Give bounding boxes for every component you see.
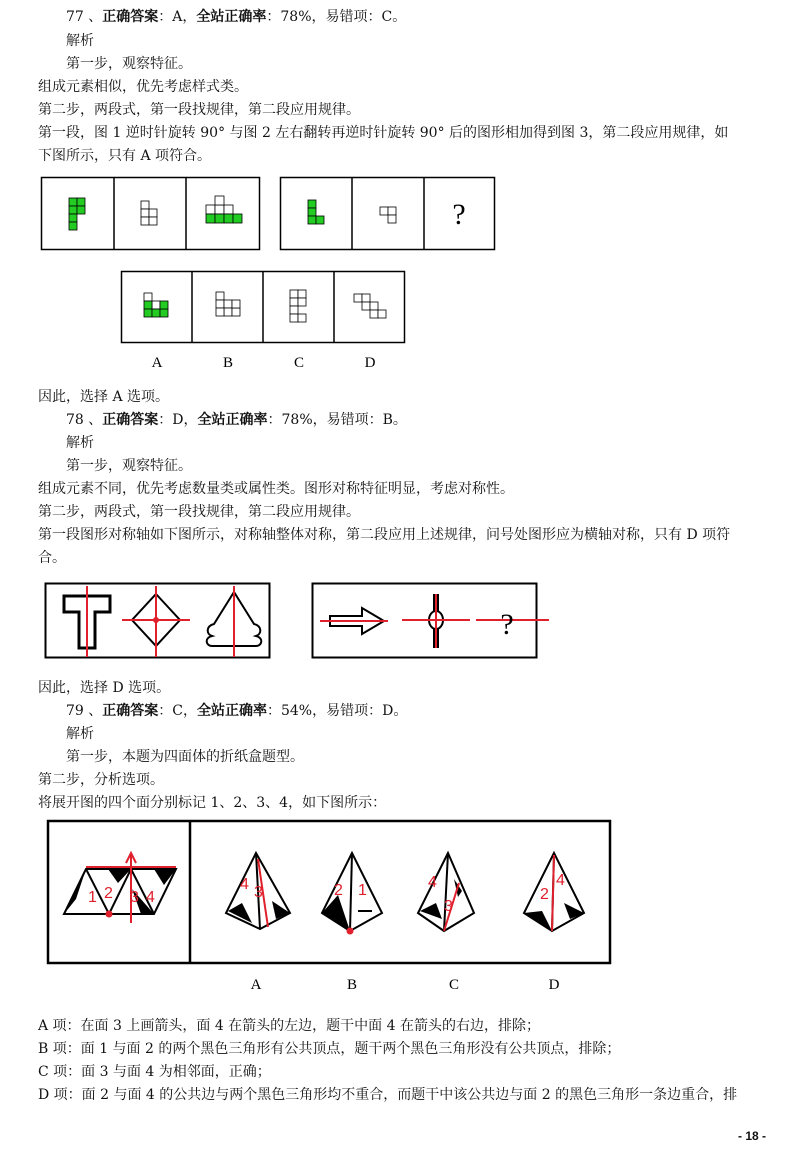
q77-options-figure <box>120 270 410 378</box>
q79-option-a-label: A <box>250 977 262 993</box>
q77-fig3-combined-shape <box>206 196 242 223</box>
q79-option-b-label: B <box>346 977 358 993</box>
q78-step1: 第一步，观察特征。 <box>66 458 192 474</box>
q77-conclusion: 因此，选择 A 选项。 <box>38 389 170 405</box>
q79-header: 79 、正确答案：C，全站正确率：54%，易错项：D。 <box>66 703 408 719</box>
q78-conclusion: 因此，选择 D 选项。 <box>38 680 171 696</box>
q77-option-b-shape <box>216 292 240 316</box>
q77-option-a-shape <box>144 293 168 317</box>
q77-question-mark: ? <box>452 198 466 231</box>
q77-step1: 第一步，观察特征。 <box>66 56 192 72</box>
q79-option-d-explanation: D 项：面 2 与面 4 的公共边与两个黑色三角形均不重合，而题干中该公共边与面 2 的黑色三角形一条边重合，排 <box>38 1087 738 1103</box>
q78-paragraph-3b: 合。 <box>38 550 66 566</box>
q77-paragraph-3a: 第一段，图 1 逆时针旋转 90° 与图 2 左右翻转再逆时针旋转 90° 后的图形相加得到图 3，第二段应用规律，如 <box>38 125 729 141</box>
q77-option-c-label: C <box>293 355 305 371</box>
q79-step1: 第一步，本题为四面体的折纸盒题型。 <box>66 749 304 765</box>
q77-option-c-shape <box>290 290 306 322</box>
q79-tetrahedron-figure <box>46 819 614 995</box>
q78-paragraph-3a: 第一段图形对称轴如下图所示，对称轴整体对称，第二段应用上述规律，问号处图形应为横轴对称，只有 D 项符 <box>38 527 731 543</box>
option-d-tetrahedron <box>524 853 584 931</box>
q77-fig2-outline-shape <box>141 201 157 225</box>
svg-text:4: 4 <box>240 876 249 893</box>
q77-paragraph-1: 组成元素相似，优先考虑样式类。 <box>38 79 248 95</box>
svg-text:1: 1 <box>358 882 367 899</box>
q77-analysis-label: 解析 <box>66 33 94 49</box>
q78-header: 78 、正确答案：D，全站正确率：78%，易错项：B。 <box>66 412 407 428</box>
q79-analysis-label: 解析 <box>66 726 94 742</box>
q77-paragraph-3b: 下图所示，只有 A 项符合。 <box>38 148 212 164</box>
svg-text:4: 4 <box>146 889 155 906</box>
q79-option-d-label: D <box>548 977 560 993</box>
svg-text:2: 2 <box>540 886 549 903</box>
svg-text:2: 2 <box>334 882 343 899</box>
q78-symmetry-figure <box>44 582 550 662</box>
q78-paragraph-1: 组成元素不同，优先考虑数量类或属性类。图形对称特征明显，考虑对称性。 <box>38 481 514 497</box>
svg-text:2: 2 <box>104 885 113 902</box>
q78-question-mark: ? <box>500 608 514 641</box>
svg-text:1: 1 <box>88 889 97 906</box>
q77-fig4-green-shape <box>308 200 324 224</box>
q77-option-d-label: D <box>364 355 376 371</box>
tetrahedron-net <box>64 853 176 923</box>
svg-text:4: 4 <box>428 874 437 891</box>
q78-paragraph-2: 第二步，两段式，第一段找规律，第二段应用规律。 <box>38 504 360 520</box>
q77-paragraph-2: 第二步，两段式，第一段找规律，第二段应用规律。 <box>38 102 360 118</box>
page-number: - 18 - <box>737 1129 766 1143</box>
q79-option-c-explanation: C 项：面 3 与面 4 为相邻面，正确； <box>38 1064 271 1080</box>
q77-fig5-outline-shape <box>380 207 396 223</box>
q79-option-c-label: C <box>448 977 460 993</box>
q79-paragraph-2: 将展开图的四个面分别标记 1、2、3、4，如下图所示： <box>38 795 387 811</box>
svg-text:3: 3 <box>444 898 453 915</box>
q77-option-d-shape <box>354 294 386 318</box>
q77-header: 77 、正确答案：A，全站正确率：78%，易错项：C。 <box>66 9 407 25</box>
option-c-tetrahedron <box>418 853 474 931</box>
q79-option-a-explanation: A 项：在面 3 上画箭头，面 4 在箭头的左边，题干中面 4 在箭头的右边，排除； <box>38 1018 540 1034</box>
q78-analysis-label: 解析 <box>66 435 94 451</box>
q79-option-b-explanation: B 项：面 1 与面 2 的两个黑色三角形有公共顶点，题干两个黑色三角形没有公共顶点，排除； <box>38 1041 621 1057</box>
q77-fig1-green-shape <box>69 198 85 230</box>
svg-text:4: 4 <box>556 872 565 889</box>
q77-option-a-label: A <box>151 355 163 371</box>
option-b-tetrahedron <box>322 853 382 935</box>
svg-text:3: 3 <box>130 889 139 906</box>
q79-paragraph-1: 第二步，分析选项。 <box>38 772 164 788</box>
option-a-tetrahedron <box>226 853 290 929</box>
q77-question-figure <box>40 176 500 252</box>
svg-text:3: 3 <box>254 884 263 901</box>
q77-option-b-label: B <box>222 355 234 371</box>
